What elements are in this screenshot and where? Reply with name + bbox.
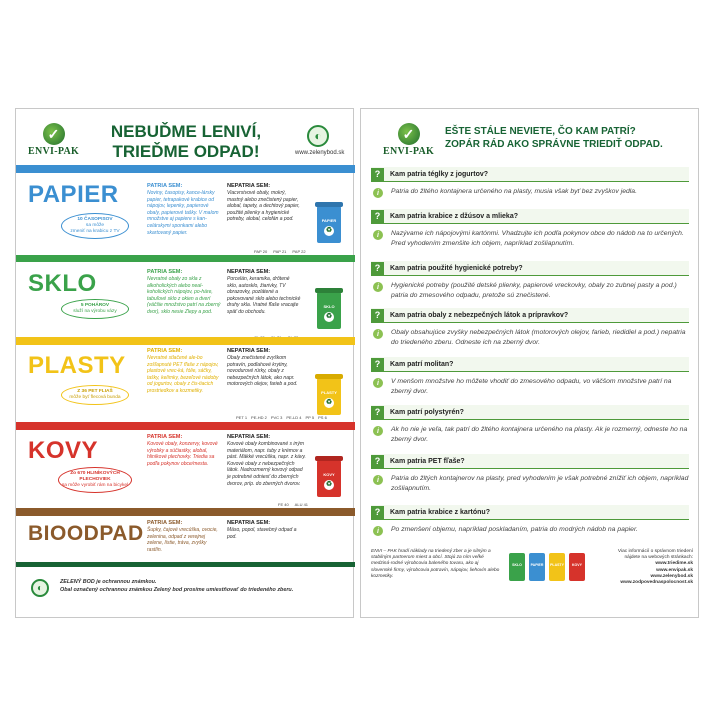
kovy-bin-icon: [569, 553, 585, 581]
faq-question: Kam patria obaly z nebezpečných látok a prípravkov?: [390, 311, 569, 319]
bin-label: SKLO: [512, 563, 522, 567]
papier-bin-icon: [529, 553, 545, 581]
faq-question: Kam patria PET fľaše?: [390, 457, 465, 465]
brand-name: ENVI-PAK: [28, 146, 80, 157]
papier-bar: [16, 165, 355, 173]
info-icon: i: [373, 426, 383, 436]
faq-item: [371, 505, 689, 536]
sklo-no-heading: NEPATRIA SEM:: [227, 269, 271, 275]
bin-label: PAPIER: [321, 218, 337, 223]
bioodpad-no-text: Mäso, popol, stavebný odpad a pod.: [227, 527, 297, 540]
kovy-no-heading: NEPATRIA SEM:: [227, 434, 271, 440]
kovy-codes: [278, 502, 308, 507]
sklo-yes-heading: PATRIA SEM:: [147, 269, 183, 275]
faq-question: Kam patria krabice z kartónu?: [390, 508, 490, 516]
faq-question: Kam patria téglky z jogurtov?: [390, 170, 489, 178]
website-link[interactable]: www.zelenybod.sk: [650, 573, 693, 579]
badge-line: Z 36 PET FLIAŠ: [77, 389, 113, 394]
sklo-badge: [61, 299, 129, 319]
info-links: [597, 549, 693, 586]
bins-illustration: [509, 553, 585, 581]
bin-label: PLASTY: [321, 390, 337, 395]
bin-label: KOVY: [323, 472, 335, 477]
sklo-yes-text: Nevratné obaly zo skla z alkoholických alebo neal-koholických nápojov, po-háre, tabuľové sklo z okien a dverí (väčšie množstvo patrí na zberný dvor), sklo nesie Zlepy a pod.: [147, 276, 221, 315]
material-code: PAP 22: [292, 249, 306, 254]
category-title-sklo: SKLO: [28, 270, 97, 297]
papier-bin-icon: PAPIER ♻: [317, 205, 341, 243]
bioodpad-no-heading: NEPATRIA SEM:: [227, 520, 271, 526]
material-code: PAP 20: [254, 249, 268, 254]
papier-yes-text: Noviny, časopisy, kance-lársky papier, tetrapakové krabice od nápojov, lepenky, papierové obaly, papierové tašky. V malom množstve aj papiere s kan-celárskymi sponkami alebo skartovaný papier.: [147, 190, 219, 236]
headline-line1: NEBUĎME LENIVÍ,: [110, 122, 262, 141]
material-code: FE 40: [278, 502, 289, 507]
kovy-bar: [16, 422, 355, 430]
bottom-green-bar: [16, 562, 355, 567]
bioodpad-yes-text: Šupky, čajové vrecúška, ovocie, zelenina, odpad z verejnej zelene, lístie, tráva, zvyšky rastlín.: [147, 527, 218, 553]
badge-line: služí na výrobu vázy: [73, 309, 117, 314]
envipak-logo: [28, 123, 79, 157]
recycle-leaf-icon: ✓: [43, 123, 65, 145]
website-link[interactable]: www.zodpovednaspolocnost.sk: [620, 580, 693, 586]
question-icon: ?: [371, 262, 384, 275]
bin-label: PAPIER: [530, 563, 544, 567]
plasty-bar: [16, 337, 355, 345]
info-icon: i: [373, 475, 383, 485]
bin-label: KOVY: [572, 563, 582, 567]
papier-badge: [61, 213, 129, 239]
info-icon: i: [373, 526, 383, 536]
material-code: PE-HD 2: [251, 415, 267, 420]
footer-line1: ZELENÝ BOD je ochrannou známkou.: [60, 579, 157, 585]
badge-line: Zo 670 HLINÍKOVÝCH: [70, 471, 120, 476]
question-icon: ?: [371, 309, 384, 322]
material-code: PE-LD 4: [286, 415, 302, 420]
info-icon: i: [373, 282, 383, 292]
faq-item: [371, 261, 689, 301]
footer-line2: Obal označený ochrannou známkou Zelený bod prosíme umiestňovať do triedeného zberu.: [60, 586, 294, 593]
faq-answer: Po zmenšení objemu, napríklad poskladaním, patria do modrých nádob na papier.: [391, 526, 638, 533]
faq-question: Kam patrí molitan?: [390, 360, 454, 368]
green-dot-icon: ◐: [31, 579, 49, 597]
info-icon: i: [373, 329, 383, 339]
material-code: PET 1: [236, 415, 248, 420]
category-title-papier: PAPIER: [28, 181, 119, 208]
bin-label: SKLO: [323, 304, 335, 309]
headline-line2: TRIEĎME ODPAD!: [112, 142, 260, 161]
green-dot-icon: ◐: [307, 125, 329, 147]
badge-line: sa môže: [85, 223, 105, 228]
question-icon: ?: [371, 506, 384, 519]
papier-yes-heading: PATRIA SEM:: [147, 183, 183, 189]
faq-item: [371, 357, 689, 397]
envipak-logo: [383, 123, 434, 157]
title-line2: ZOPÁR RÁD AKO SPRÁVNE TRIEDIŤ ODPAD.: [445, 139, 663, 150]
faq-item: [371, 209, 689, 249]
sklo-bin-icon: SKLO ♻: [317, 291, 341, 329]
plasty-badge: [61, 385, 129, 405]
sklo-bar: [16, 255, 355, 262]
plasty-codes: [236, 415, 327, 420]
category-title-kovy: KOVY: [28, 437, 99, 464]
material-code: PS 6: [318, 415, 327, 420]
left-headline: [91, 122, 281, 162]
category-title-bioodpad: BIOODPAD: [28, 522, 144, 545]
faq-answer: Hygienické potreby (použité detské plienky, papierové vreckovky, obaly zo zubnej pasty a pod.) patria do zmesového odpadu, pretože sú znečistené.: [391, 282, 677, 299]
website-label: www.zelenybod.sk: [295, 150, 345, 156]
website-link[interactable]: www.triedime.sk: [655, 561, 693, 567]
kovy-yes-text: Kovové obaly, konzervy, kovové výrobky a súčiastky, alobal, hliníkové plechovky. Triedia sa podľa pokynov obce/mesta.: [147, 441, 218, 467]
plasty-yes-heading: PATRIA SEM:: [147, 348, 183, 354]
info-line: nájdete na webových stránkach:: [624, 555, 693, 561]
right-headline: [445, 125, 663, 151]
question-icon: ?: [371, 168, 384, 181]
material-code: PP 5: [305, 415, 315, 420]
material-code: ALU 41: [294, 502, 309, 507]
faq-answer: Patria do žltého kontajnera určeného na plasty, musia však byť bez zvyškov jedla.: [391, 188, 637, 195]
faq-question: Kam patrí polystyrén?: [390, 408, 464, 416]
question-icon: ?: [371, 406, 384, 419]
brand-name: ENVI-PAK: [383, 146, 435, 157]
badge-line: môže byť flecová bunda: [69, 395, 121, 400]
title-line1: EŠTE STÁLE NEVIETE, ČO KAM PATRÍ?: [445, 126, 636, 137]
kovy-badge: [58, 467, 132, 493]
faq-question: Kam patria použité hygienické potreby?: [390, 264, 523, 272]
website-link[interactable]: www.envipak.sk: [656, 567, 693, 573]
faq-answer: Ak ho nie je veľa, tak patrí do žltého kontajnera určeného na plasty. Ak je rozmerný, odneste ho na zberný dvor.: [391, 426, 688, 443]
material-code: PVC 3: [270, 415, 283, 420]
plasty-bin-icon: [549, 553, 565, 581]
left-footer: [60, 579, 293, 594]
bioodpad-yes-heading: PATRIA SEM:: [147, 520, 183, 526]
sklo-bin-icon: [509, 553, 525, 581]
kovy-yes-heading: PATRIA SEM:: [147, 434, 183, 440]
plasty-no-text: Obaly znečistené zvyškom potravín, podlahové krytiny, novodurové rúrky, obaly z nebezpečných látok, ako napr. motorových olejov, farieb a pod.: [227, 355, 298, 388]
faq-item: [371, 167, 689, 198]
faq-item: [371, 308, 689, 348]
question-icon: ?: [371, 210, 384, 223]
kovy-bin-icon: KOVY ♻: [317, 459, 341, 497]
faq-answer: V menšom množstve ho môžete vhodiť do zmesového odpadu, vo väčšom množstve patrí na zberný dvor.: [391, 378, 672, 395]
faq-item: [371, 454, 689, 494]
info-line: Viac informácií o správnom triedení: [617, 549, 693, 554]
plasty-yes-text: Nevratné stlačené ale-bo zošľapnuté PET fľaše z nápojov, plastové vrec-ká, fólie, sáčky, tašky, kelímky, bezeľové nádoby od jogurtov, obaly z čis-tiacich prostriedkov a kozmetiky.: [147, 355, 219, 394]
kovy-no-text: Kovové obaly kombinované s iným materiálom, napr. tuby z krémov a pást. Mäkké vrecúška, napr. z kávy. Kovové obaly z nebezpečných látok. Nadrozmerný kovový odpad je potrebné odniesť do zberných dvorov, príp. do zberných dvorov.: [227, 441, 306, 487]
bin-label: PLASTY: [550, 563, 564, 567]
papier-no-text: Viacvrstvové obaly, mokrý, mastný alebo znečistený papier, alobal, tapety, a dechtový papier, použité plienky a hygienické potreby, alobal, celofán a pod.: [227, 190, 300, 223]
left-poster-panel: [15, 108, 354, 618]
badge-line: PLECHOVIEK: [79, 477, 111, 482]
faq-item: [371, 405, 689, 445]
faq-answer: Patria do žltých kontajnerov na plasty, pred vyhodením je však potrebné znížiť ich objem, napríklad zošliapnutím.: [391, 475, 689, 492]
info-icon: i: [373, 378, 383, 388]
question-icon: ?: [371, 455, 384, 468]
badge-line: sa môže vyrobiť rám na bicykel: [61, 483, 129, 488]
plasty-no-heading: NEPATRIA SEM:: [227, 348, 271, 354]
info-icon: i: [373, 188, 383, 198]
badge-line: 5 POHÁROV: [80, 303, 110, 308]
recycle-leaf-icon: ✓: [398, 123, 420, 145]
plasty-bin-icon: PLASTY ♻: [317, 377, 341, 415]
badge-line: 10 ČASOPISOV: [77, 217, 113, 222]
papier-codes: [254, 249, 306, 254]
faq-answer: Obaly obsahujúce zvyšky nebezpečných látok (motorových olejov, farieb, riedidiel a pod.) nepatria do triedeného zberu. Odneste ich na zberný dvor.: [391, 329, 686, 346]
badge-line: zmeniť na krabicu z TV: [70, 229, 120, 234]
bioodpad-bar: [16, 508, 355, 516]
faq-question: Kam patria krabice z džúsov a mlieka?: [390, 212, 518, 220]
category-title-plasty: PLASTY: [28, 352, 126, 379]
info-icon: i: [373, 230, 383, 240]
faq-answer: Nazývame ich nápojovými kartónmi. Vhadzujte ich podľa pokynov obce do nádob na to určených. Pred vyhodením zmenšite ich objem, napríklad zošliapnutím.: [391, 230, 684, 247]
papier-no-heading: NEPATRIA SEM:: [227, 183, 271, 189]
material-code: PAP 21: [273, 249, 287, 254]
question-icon: ?: [371, 358, 384, 371]
right-tips-panel: [360, 108, 699, 618]
envipak-description: ENVI – PAK hradí náklady na triedený zber a je silným a stabilným partnerom miest a obcí. Stojú za ním veľké medziná-rodné výrobcovia baleného tovaru, ako aj slovenské firmy, výrobcovia potravín, nápojov, liehovín alebo kozmetiky.: [371, 549, 500, 579]
sklo-no-text: Porcelán, keramika, drôtené sklo, autosklo, žiarivky, TV obrazovky, pozlátené a pokovované sklo alebo technické druhy skla. Vratné fľaše vracajte späť do obchodu.: [227, 276, 301, 315]
